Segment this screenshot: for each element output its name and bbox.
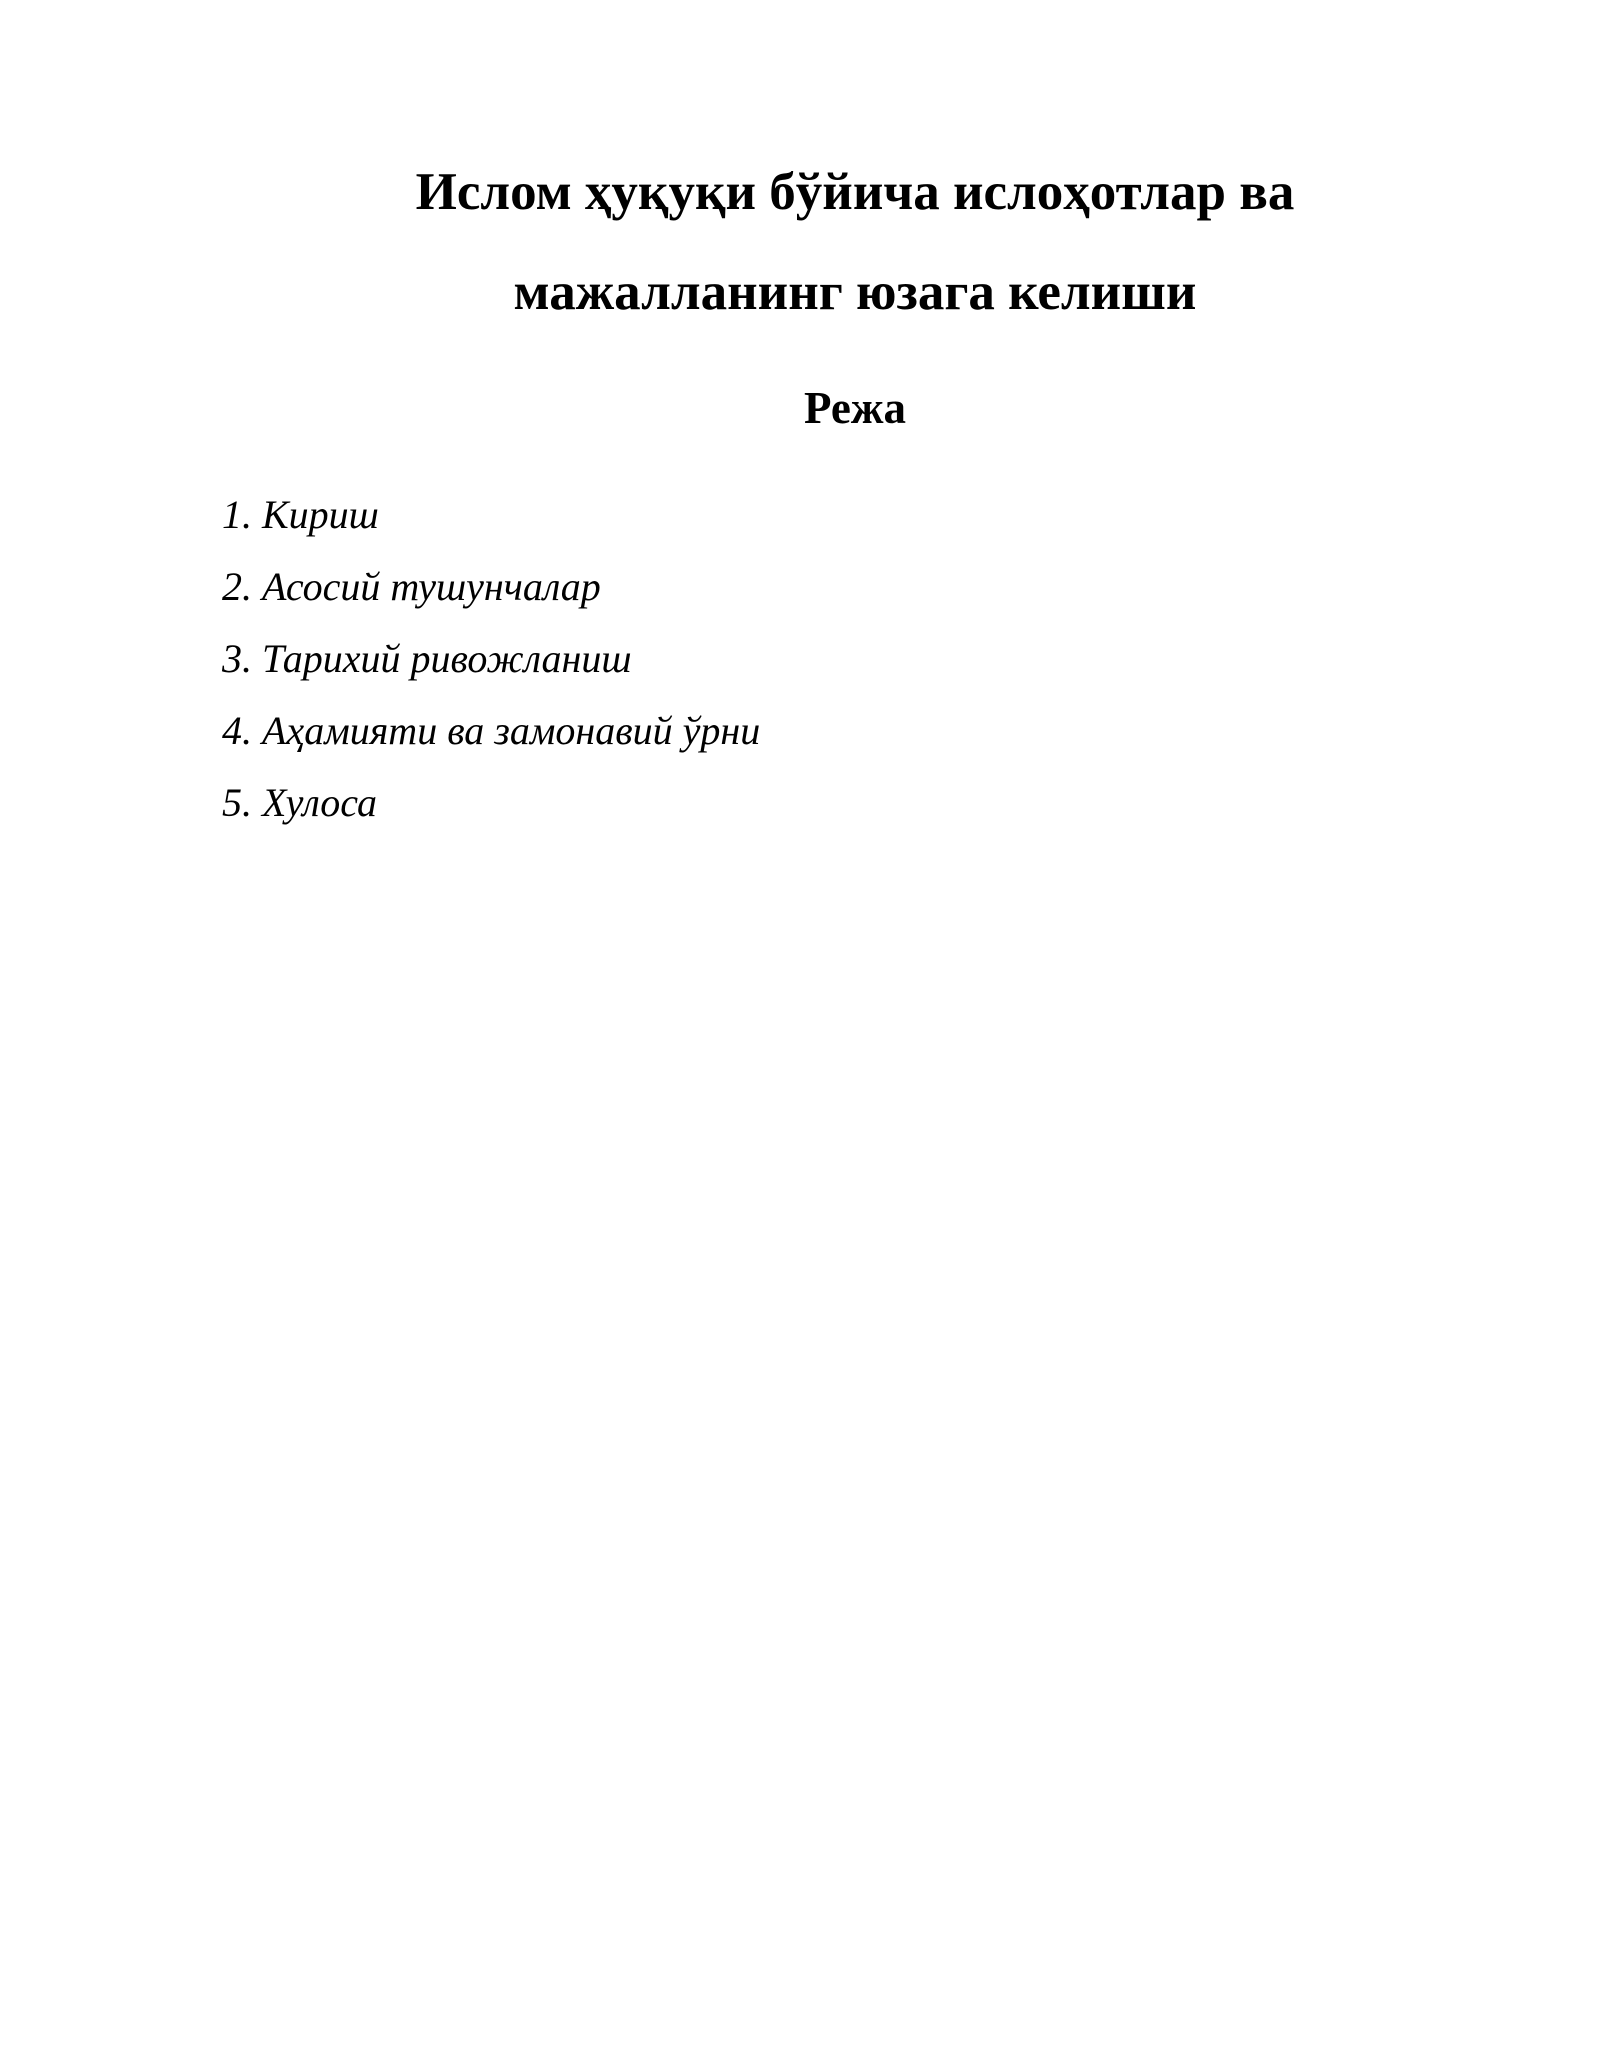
plan-list [222,484,760,844]
plan-item-conclusion: 5. Хулоса [222,780,377,825]
title-line-1: Ислом ҳуқуқи бўйича ислоҳотлар ва [415,163,1295,221]
plan-item-introduction: 1. Кириш [222,492,379,537]
plan-item-historical-development: 3. Тарихий ривожланиш [222,636,632,681]
plan-heading: Режа [804,383,906,433]
title-line-2: мажалланинг юзага келиши [513,263,1197,321]
plan-item-basic-concepts: 2. Асосий тушунчалар [222,564,601,609]
plan-item-importance: 4. Аҳамияти ва замонавий ўрни [222,708,761,753]
document-title [222,142,1488,342]
